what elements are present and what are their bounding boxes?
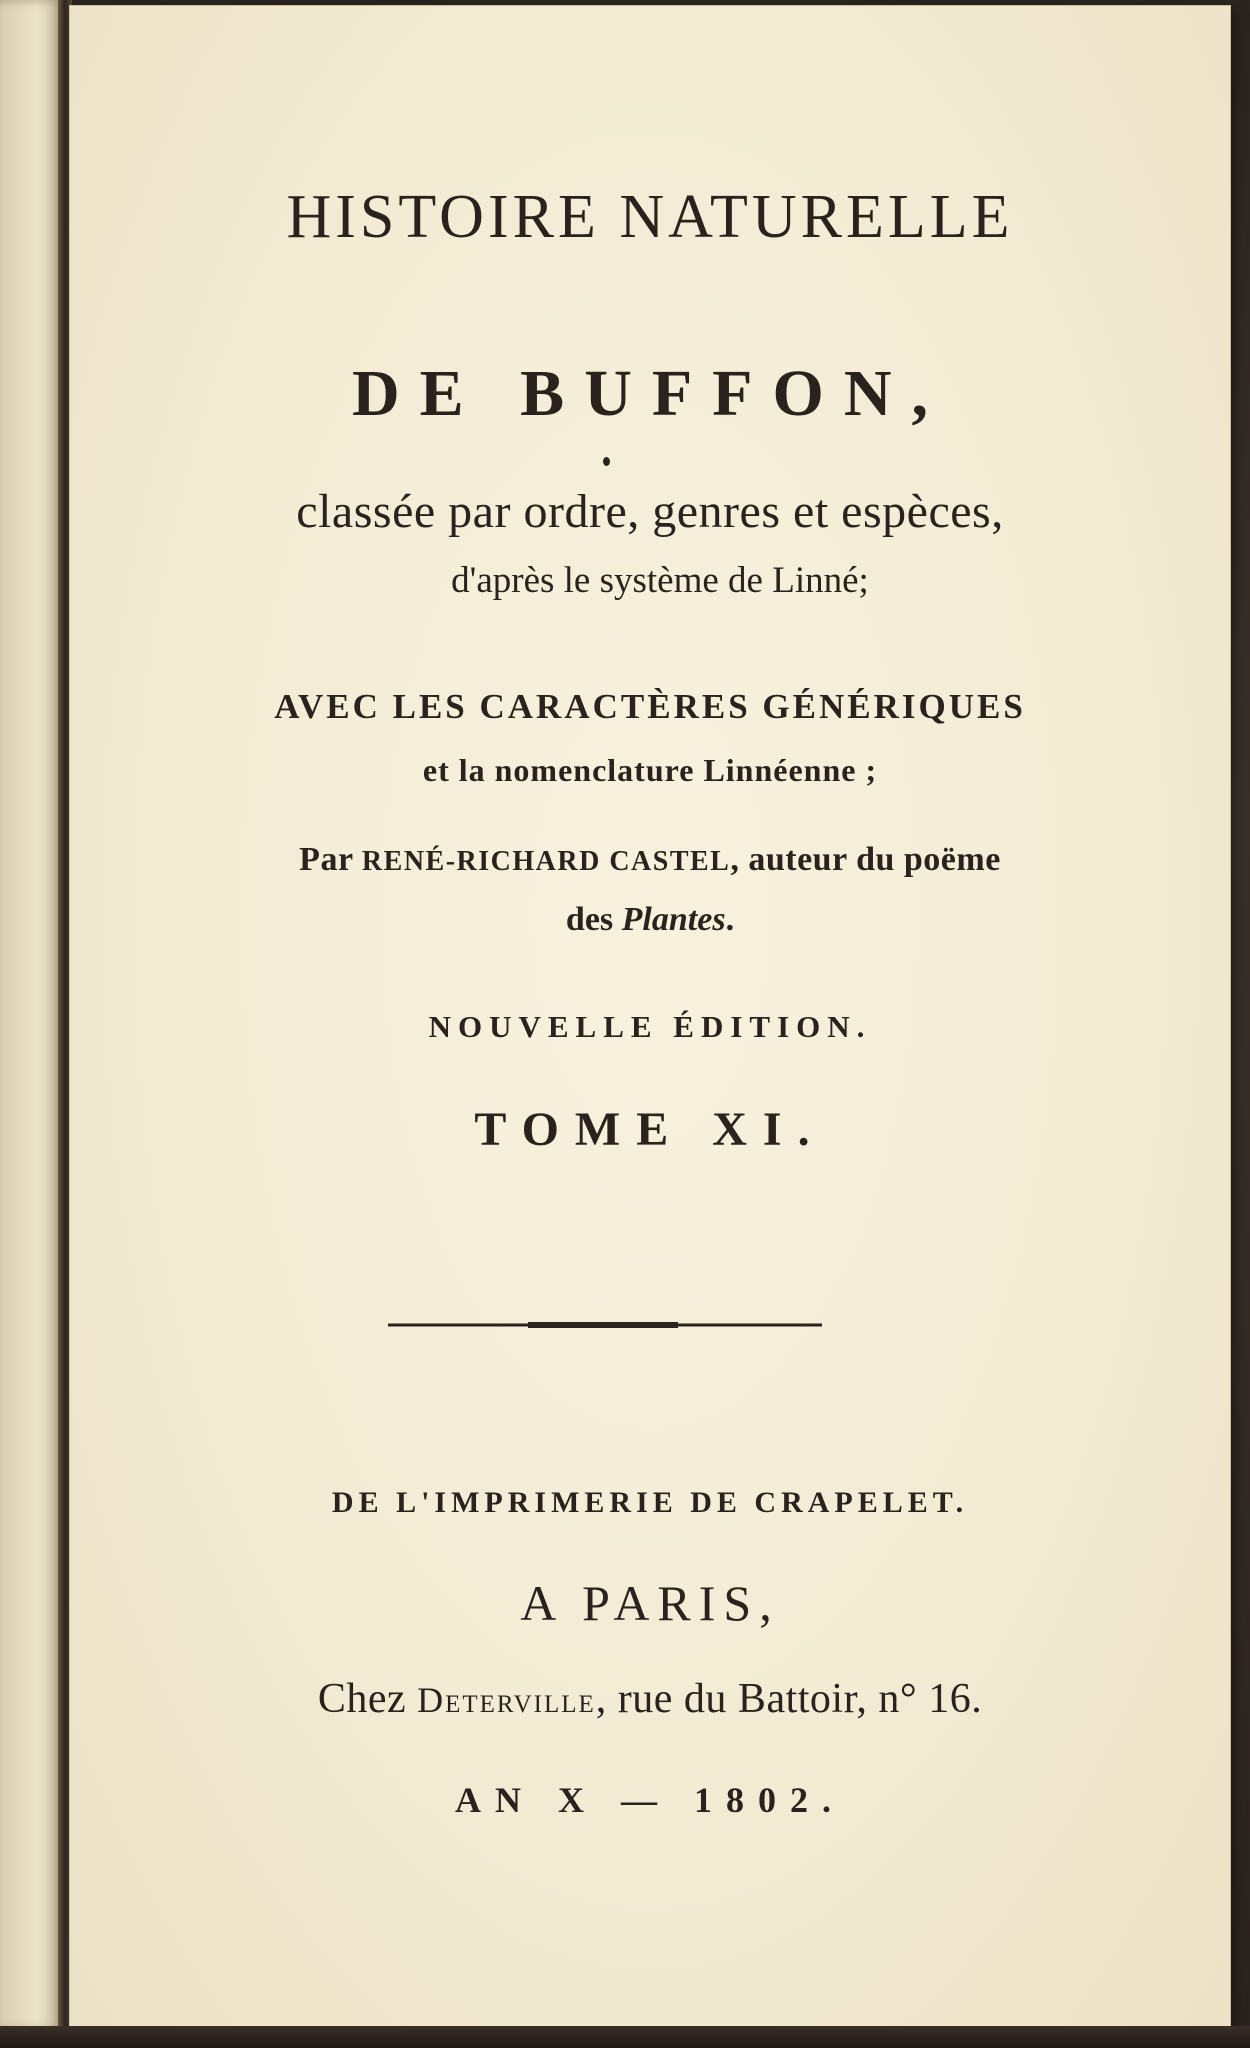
ornamental-rule <box>388 1322 822 1328</box>
author-line <box>70 843 1230 877</box>
subtitle-classee: classée par ordre, genres et espèces, <box>296 485 1004 538</box>
left-page-edge <box>0 0 62 2030</box>
edition-line: NOUVELLE ÉDITION. <box>428 1009 872 1044</box>
city-line: A PARIS, <box>520 1575 780 1631</box>
subtitle-nomenclature: et la nomenclature Linnéenne ; <box>422 752 878 788</box>
title-line-buffon: DE BUFFON, <box>352 357 948 430</box>
plantes-prefix: des <box>565 901 622 938</box>
author-name: RENÉ-RICHARD CASTEL <box>361 846 731 877</box>
date-line: AN X — 1802. <box>455 1780 845 1820</box>
rule-graphic <box>388 1322 822 1330</box>
publisher-name: Deterville <box>417 1680 596 1720</box>
publisher-line <box>70 1678 1230 1720</box>
author-suffix: , auteur du poëme <box>730 841 1001 878</box>
show-through-text <box>6 190 56 1690</box>
subtitle-caracteres: AVEC LES CARACTÈRES GÉNÉRIQUES <box>274 687 1026 726</box>
volume-line: TOME XI. <box>474 1103 826 1156</box>
publisher-prefix: Chez <box>317 1676 418 1722</box>
printer-dot <box>603 457 610 466</box>
publisher-suffix: , rue du Battoir, n° 16. <box>595 1676 983 1722</box>
bottom-edge <box>0 2026 1250 2048</box>
author-prefix: Par <box>299 841 362 878</box>
printer-line: DE L'IMPRIMERIE DE CRAPELET. <box>331 1486 969 1519</box>
plantes-title: Plantes <box>621 901 726 938</box>
subtitle-linne: d'après le système de Linné; <box>451 560 869 601</box>
title-page <box>70 6 1230 2028</box>
plantes-suffix: . <box>725 901 735 938</box>
title-line-histoire: HISTOIRE NATURELLE <box>286 183 1014 251</box>
plantes-line <box>70 903 1230 937</box>
